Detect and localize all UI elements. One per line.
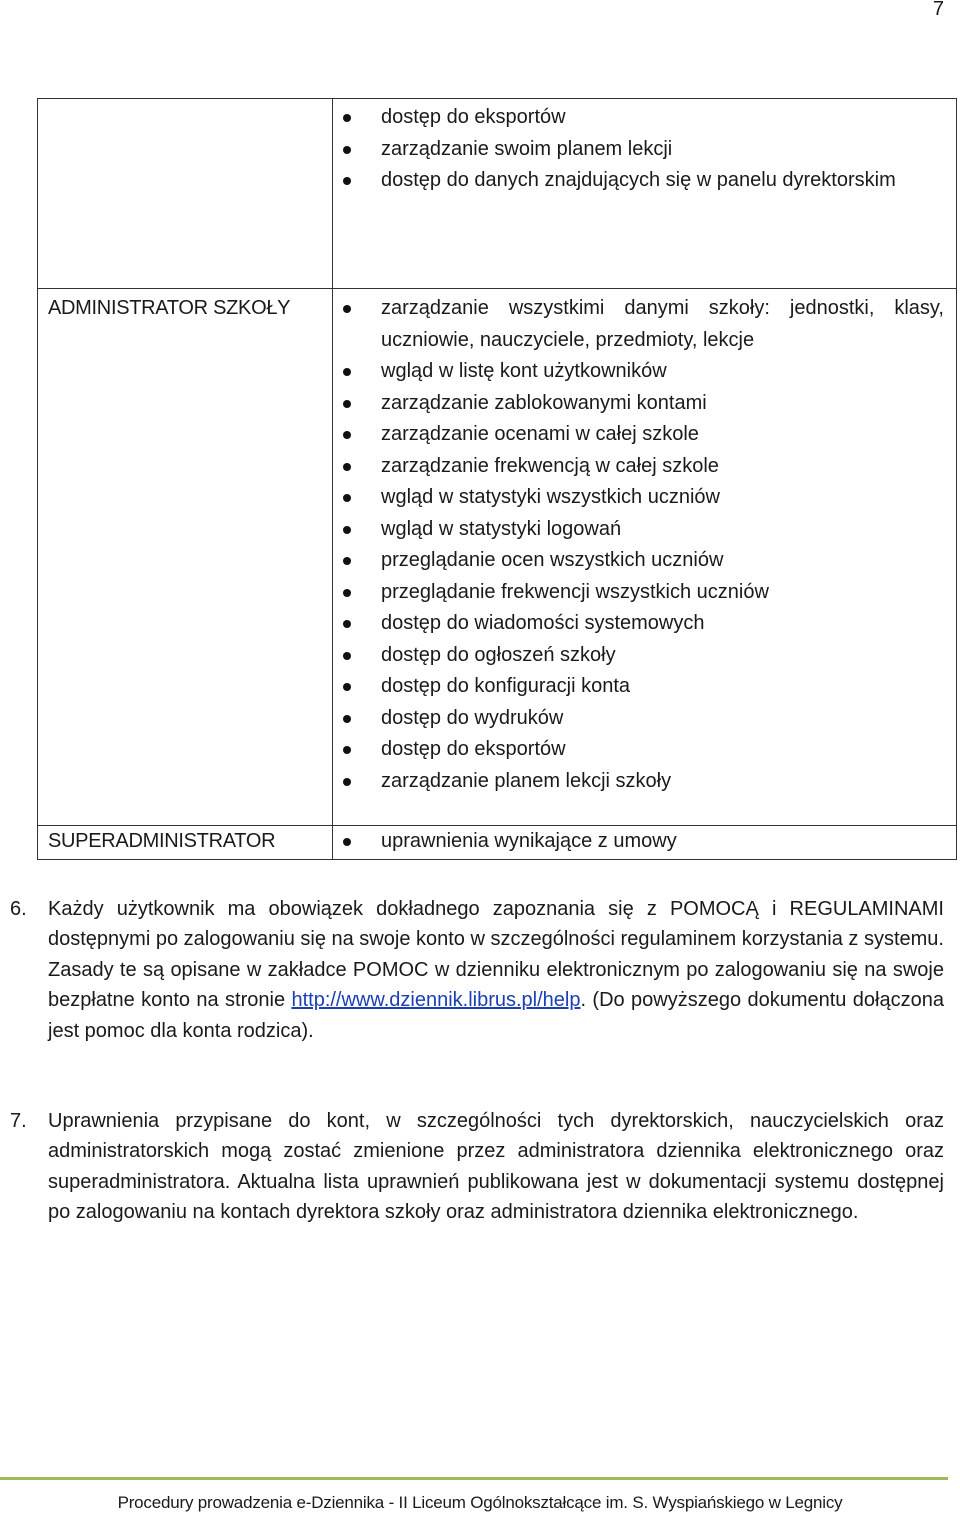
footer-text: Procedury prowadzenia e-Dziennika - II Liceum Ogólnokształcące im. S. Wyspiańskiego w Legnicy bbox=[117, 1493, 843, 1512]
list-item: dostęp do eksportów bbox=[333, 102, 944, 134]
bullet-icon bbox=[343, 683, 351, 691]
rights-cell bbox=[333, 826, 957, 860]
bullet-icon bbox=[343, 400, 351, 408]
list-item: zarządzanie swoim planem lekcji bbox=[333, 134, 944, 166]
bullet-icon bbox=[343, 652, 351, 660]
page-number: 7 bbox=[932, 0, 944, 20]
rights-cell bbox=[333, 289, 957, 826]
list-item: zarządzanie frekwencją w całej szkole bbox=[333, 451, 944, 483]
bullet-icon bbox=[343, 177, 351, 185]
bullet-icon bbox=[343, 146, 351, 154]
list-item: uprawnienia wynikające z umowy bbox=[333, 826, 944, 858]
bullet-icon bbox=[343, 463, 351, 471]
list-item: dostęp do konfiguracji konta bbox=[333, 671, 944, 703]
paragraph-text: Uprawnienia przypisane do kont, w szczególności tych dyrektorskich, nauczycielskich oraz administratorskich mogą zostać zmienione przez administratora dziennika elektronicznego oraz superadministratora. Aktualna lista uprawnień publikowana jest w dokumentacji systemu dostępnej po zalogowaniu na kontach dyrektora szkoły oraz administratora dziennika elektronicznego. bbox=[48, 1110, 944, 1224]
paragraph-6 bbox=[10, 894, 944, 1046]
list-item: dostęp do danych znajdujących się w panelu dyrektorskim bbox=[333, 165, 944, 197]
paragraph-text: Każdy użytkownik ma obowiązek dokładnego zapoznania się z POMOCĄ i REGULAMINAMI dostępnymi po zalogowaniu się na swoje konto w szczególności regulaminem korzystania z systemu. Zasady te są opisane w zakładce POMOC w dzienniku elektronicznym po zalogowaniu się na swoje bezpłatne konto na stronie bbox=[48, 898, 944, 1012]
role-cell bbox=[38, 289, 333, 826]
bullet-icon bbox=[343, 746, 351, 754]
rights-list bbox=[333, 826, 944, 858]
list-item: zarządzanie planem lekcji szkoły bbox=[333, 766, 944, 798]
list-item: dostęp do wiadomości systemowych bbox=[333, 608, 944, 640]
rights-list bbox=[333, 102, 944, 197]
list-item: przeglądanie frekwencji wszystkich uczniów bbox=[333, 577, 944, 609]
bullet-icon bbox=[343, 589, 351, 597]
bullet-icon bbox=[343, 778, 351, 786]
role-label: SUPERADMINISTRATOR bbox=[48, 830, 276, 852]
list-item: wgląd w listę kont użytkowników bbox=[333, 356, 944, 388]
bullet-icon bbox=[343, 494, 351, 502]
rights-cell bbox=[333, 99, 957, 289]
permissions-table bbox=[37, 98, 957, 860]
paragraph-number: 6. bbox=[10, 898, 27, 920]
paragraph-number: 7. bbox=[10, 1110, 27, 1132]
list-item: dostęp do eksportów bbox=[333, 734, 944, 766]
list-item: dostęp do wydruków bbox=[333, 703, 944, 735]
list-item: zarządzanie zablokowanymi kontami bbox=[333, 388, 944, 420]
bullet-icon bbox=[343, 620, 351, 628]
list-item: wgląd w statystyki logowań bbox=[333, 514, 944, 546]
bullet-icon bbox=[343, 305, 351, 313]
list-item: zarządzanie wszystkimi danymi szkoły: jednostki, klasy, uczniowie, nauczyciele, przedmioty, lekcje bbox=[333, 293, 944, 356]
table-row bbox=[38, 289, 957, 826]
bullet-icon bbox=[343, 368, 351, 376]
bullet-icon bbox=[343, 715, 351, 723]
list-item: przeglądanie ocen wszystkich uczniów bbox=[333, 545, 944, 577]
footer-divider bbox=[0, 1477, 948, 1480]
role-cell bbox=[38, 826, 333, 860]
bullet-icon bbox=[343, 838, 351, 846]
role-label: ADMINISTRATOR SZKOŁY bbox=[48, 297, 291, 319]
role-cell bbox=[38, 99, 333, 289]
list-item: zarządzanie ocenami w całej szkole bbox=[333, 419, 944, 451]
paragraph-7 bbox=[10, 1106, 944, 1228]
table-row bbox=[38, 826, 957, 860]
bullet-icon bbox=[343, 526, 351, 534]
list-item: dostęp do ogłoszeń szkoły bbox=[333, 640, 944, 672]
bullet-icon bbox=[343, 114, 351, 122]
help-link[interactable]: http://www.dziennik.librus.pl/help bbox=[291, 989, 581, 1012]
list-item: wgląd w statystyki wszystkich uczniów bbox=[333, 482, 944, 514]
bullet-icon bbox=[343, 557, 351, 565]
bullet-icon bbox=[343, 431, 351, 439]
table-row bbox=[38, 99, 957, 289]
paragraph-text: . (Do powyższego dokumentu dołączona jest pomoc dla konta rodzica). bbox=[48, 989, 944, 1042]
rights-list bbox=[333, 293, 944, 797]
